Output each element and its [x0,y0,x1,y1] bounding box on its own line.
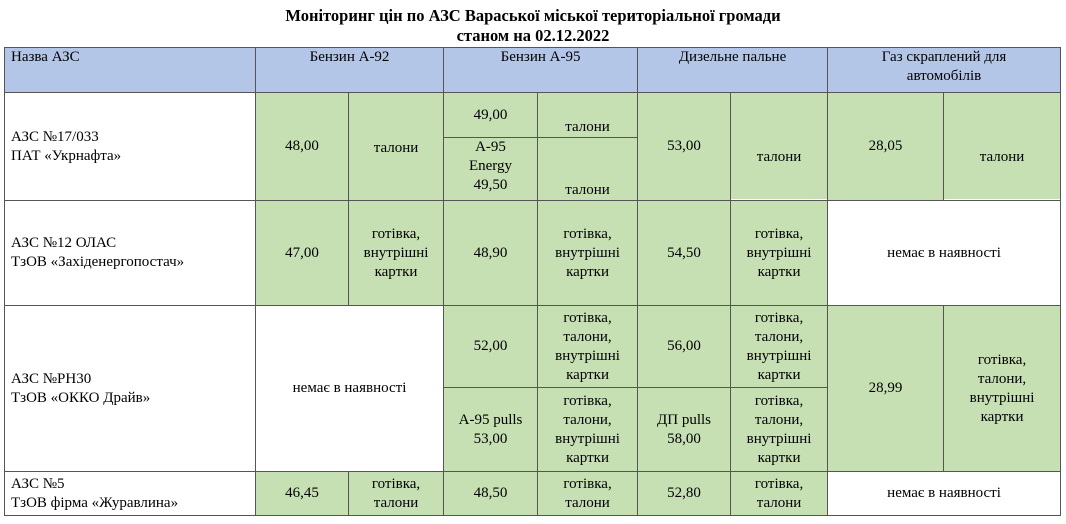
document-title: Моніторинг цін по АЗС Вараської міської територіальної громади [285,6,781,25]
gas-payment: готівка, талони, внутрішні картки [944,306,1061,472]
a92-price: 47,00 [256,201,349,306]
diesel-payment: готівка, внутрішні картки [731,201,828,306]
a92-payment: готівка, талони [349,472,444,516]
gas-status: немає в наявності [828,201,1061,306]
station-name: АЗС №17/033 ПАТ «Укрнафта» [5,93,256,201]
station-name: АЗС №5 ТзОВ фірма «Журавлина» [5,472,256,516]
station-name: АЗС №12 ОЛАС ТзОВ «Західенергопостач» [5,201,256,306]
diesel-price: 53,00 [638,93,731,201]
a95-price: 48,90 [444,201,538,306]
a92-price: 48,00 [256,93,349,201]
diesel-pulls-label: ДП pulls 58,00 [638,388,731,472]
a95-pulls-label: А-95 pulls 53,00 [444,388,538,472]
a92-price: 46,45 [256,472,349,516]
header-station-name: Назва АЗС [5,48,256,93]
a95-payment: готівка, талони [538,472,638,516]
header-a95: Бензин А-95 [444,48,638,93]
station-name: АЗС №РН30 ТзОВ «ОККО Драйв» [5,306,256,472]
a92-payment: талони [349,93,444,201]
gas-price: 28,05 [828,93,944,201]
header-diesel: Дизельне пальне [638,48,828,93]
a95-payment: талони [538,93,638,138]
diesel-price: 54,50 [638,201,731,306]
a95-price: 49,00 [444,93,538,138]
diesel-payment: готівка, талони, внутрішні картки [731,306,828,388]
diesel-payment: готівка, талони [731,472,828,516]
table-header-row [5,48,1061,93]
table-row [5,201,1061,306]
table-row [5,472,1061,516]
diesel-pulls-payment: готівка, талони, внутрішні картки [731,388,828,472]
a95-price: 48,50 [444,472,538,516]
diesel-price: 52,80 [638,472,731,516]
a95-payment: готівка, талони, внутрішні картки [538,306,638,388]
header-gas: Газ скраплений для автомобілів [828,48,1061,93]
table-row [5,93,1061,138]
a95-energy-payment: талони [538,138,638,201]
header-a92: Бензин А-92 [256,48,444,93]
a95-pulls-payment: готівка, талони, внутрішні картки [538,388,638,472]
gas-status: немає в наявності [828,472,1061,516]
a92-status: немає в наявності [256,306,444,472]
a95-energy-label: А-95 Energy 49,50 [444,138,538,201]
a92-payment: готівка, внутрішні картки [349,201,444,306]
fuel-price-table [4,47,1061,516]
document-date: станом на 02.12.2022 [456,26,610,45]
diesel-price: 56,00 [638,306,731,388]
a95-price: 52,00 [444,306,538,388]
gas-price: 28,99 [828,306,944,472]
gas-payment: талони [944,93,1061,201]
table-row [5,306,1061,388]
diesel-payment: талони [731,93,828,201]
a95-payment: готівка, внутрішні картки [538,201,638,306]
